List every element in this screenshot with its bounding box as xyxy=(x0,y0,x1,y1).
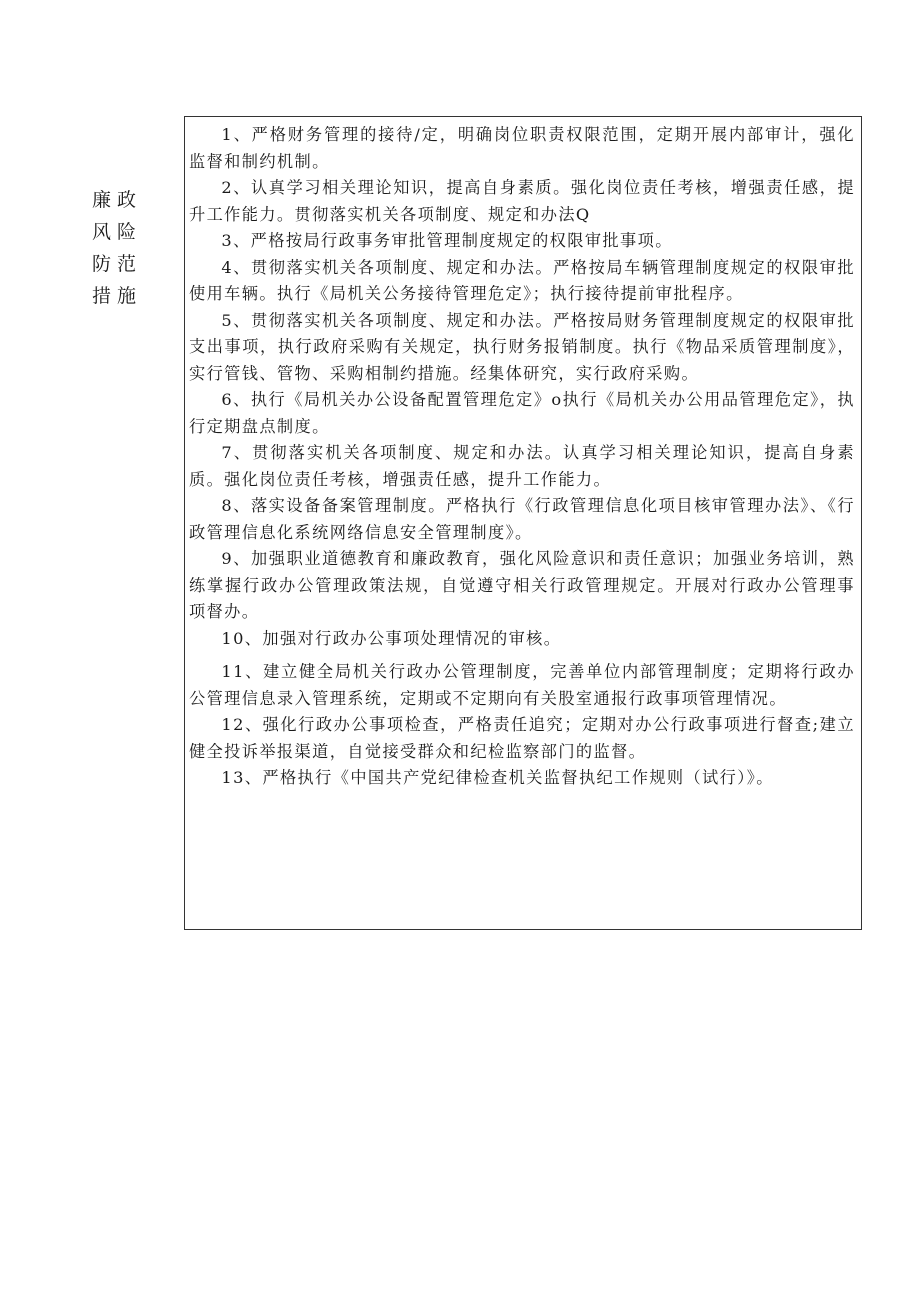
measure-item: 5、贯彻落实机关各项制度、规定和办法。严格按局财务管理制度规定的权限审批支出事项，执行政府采购有关规定，执行财务报销制度。执行《物品采质管理制度》，实行管钱、管物、采购相制约措施。经集体研究，实行政府采购。 xyxy=(189,310,855,383)
measure-item: 7、贯彻落实机关各项制度、规定和办法。认真学习相关理论知识，提高自身素质。强化岗位责任考核，增强责任感，提升工作能力。 xyxy=(189,443,855,489)
measure-item: 11、建立健全局机关行政办公管理制度，完善单位内部管理制度；定期将行政办公管理信息录入管理系统，定期或不定期向有关股室通报行政事项管理情况。 xyxy=(189,662,855,708)
measure-item: 2、认真学习相关理论知识，提高自身素质。强化岗位责任考核，增强责任感，提升工作能力。贯彻落实机关各项制度、规定和办法Q xyxy=(189,178,855,224)
measures-table-cell xyxy=(184,116,862,930)
measure-item: 13、严格执行《中国共产党纪律检查机关监督执纪工作规则（试行）》。 xyxy=(221,768,774,787)
section-label-line: 风险 xyxy=(92,221,143,243)
section-label-line: 措施 xyxy=(92,285,143,307)
measure-item: 1、严格财务管理的接待/定，明确岗位职责权限范围，定期开展内部审计，强化监督和制约机制。 xyxy=(189,125,855,171)
section-label-line: 廉政 xyxy=(92,189,143,211)
measure-item: 10、加强对行政办公事项处理情况的审核。 xyxy=(221,628,562,648)
measure-item: 9、加强职业道德教育和廉政教育，强化风险意识和责任意识；加强业务培训，熟练掌握行政办公管理政策法规，自觉遵守相关行政管理规定。开展对行政办公管理事项督办。 xyxy=(189,549,855,621)
measure-item: 4、贯彻落实机关各项制度、规定和办法。严格按局车辆管理制度规定的权限审批使用车辆。执行《局机关公务接待管理危定》；执行接待提前审批程序。 xyxy=(189,257,855,303)
section-label xyxy=(92,184,156,312)
measure-item: 12、强化行政办公事项检查，严格责任追究；定期对办公行政事项进行督查;建立健全投诉举报渠道，自觉接受群众和纪检监察部门的监督。 xyxy=(189,715,855,761)
section-label-line: 防范 xyxy=(92,253,143,275)
measure-item: 6、执行《局机关办公设备配置管理危定》o执行《局机关办公用品管理危定》，执行定期盘点制度。 xyxy=(189,390,855,436)
measure-item: 8、落实设备备案管理制度。严格执行《行政管理信息化项目核审管理办法》、《行政管理信息化系统网络信息安全管理制度》。 xyxy=(189,496,855,542)
measure-item: 3、严格按局行政事务审批管理制度规定的权限审批事项。 xyxy=(221,231,673,250)
